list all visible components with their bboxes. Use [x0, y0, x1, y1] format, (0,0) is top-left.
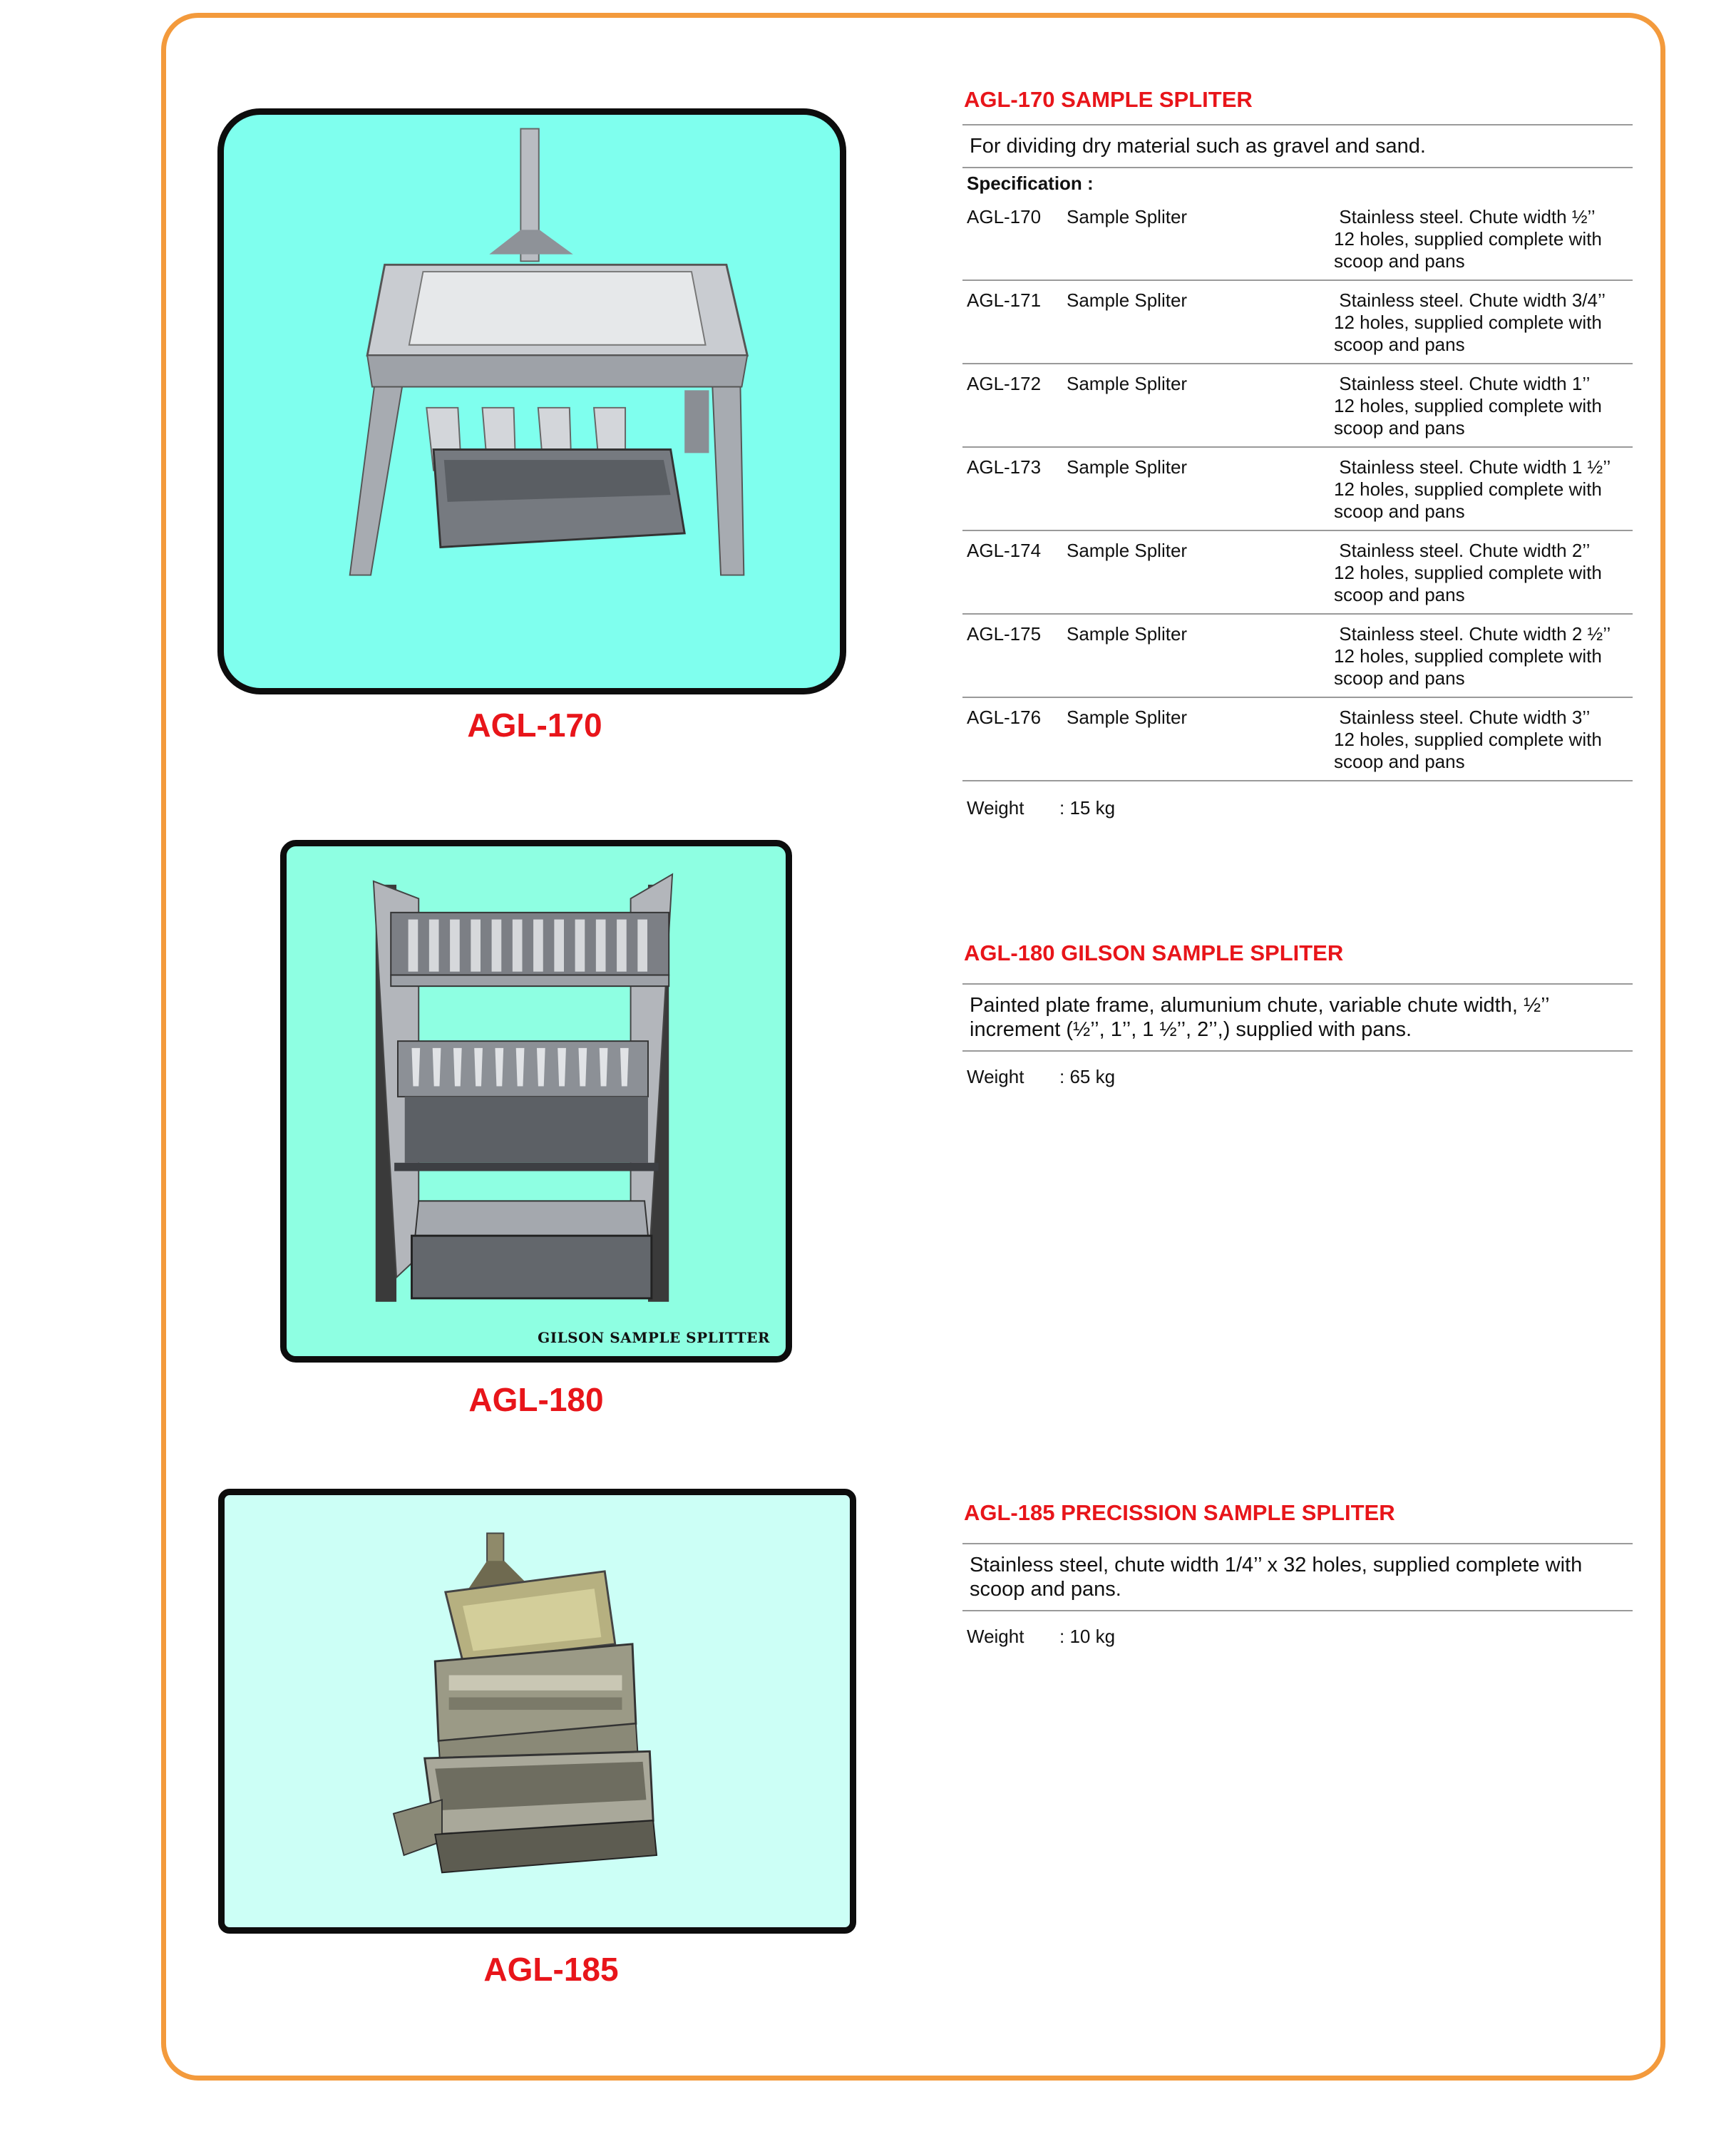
spec-detail	[1334, 456, 1628, 523]
spec-detail-line: 12 holes, supplied complete with	[1334, 228, 1602, 250]
spec-name: Sample Spliter	[1067, 289, 1188, 311]
spec-detail-line: 12 holes, supplied complete with	[1334, 478, 1602, 500]
description-agl-170: For dividing dry material such as gravel and sand.	[970, 135, 1426, 158]
spec-heading: Specification :	[967, 173, 1094, 194]
gilson-splitter-illustration	[287, 846, 786, 1356]
spec-detail-line: Stainless steel. Chute width 1 ½’’	[1334, 456, 1611, 478]
spec-name: Sample Spliter	[1067, 540, 1188, 561]
spec-code: AGL-174	[967, 540, 1042, 561]
spec-detail-line: scoop and pans	[1334, 751, 1465, 772]
spec-code: AGL-170	[967, 206, 1042, 227]
spec-detail-line: 12 holes, supplied complete with	[1334, 729, 1602, 750]
spec-detail-line: Stainless steel. Chute width 2 ½’’	[1334, 623, 1611, 645]
spec-name: Sample Spliter	[1067, 707, 1188, 728]
photo-agl-170	[217, 108, 846, 694]
photo-agl-185	[218, 1489, 856, 1934]
title-agl-180: AGL-180 GILSON SAMPLE SPLITER	[964, 940, 1344, 965]
spec-detail	[1334, 707, 1628, 773]
spec-detail	[1334, 373, 1628, 439]
spec-detail-line: Stainless steel. Chute width 3’’	[1334, 707, 1591, 728]
weight-agl-185	[962, 1611, 1633, 1648]
spec-detail-line: 12 holes, supplied complete with	[1334, 395, 1602, 416]
description-agl-185	[962, 1544, 1633, 1610]
spec-name: Sample Spliter	[1067, 206, 1188, 227]
spec-detail	[1334, 540, 1628, 606]
spec-name: Sample Spliter	[1067, 373, 1188, 394]
title-agl-185: AGL-185 PRECISSION SAMPLE SPLITER	[964, 1500, 1395, 1525]
title-agl-170: AGL-170 SAMPLE SPLITER	[964, 87, 1253, 112]
spec-detail-line: scoop and pans	[1334, 334, 1465, 355]
photo-agl-180	[280, 840, 792, 1363]
weight-value: : 10 kg	[1059, 1626, 1116, 1647]
spec-detail-line: scoop and pans	[1334, 667, 1465, 689]
spec-row	[962, 281, 1633, 364]
description-line: increment (½’’, 1’’, 1 ½’’, 2’’,) supplied with pans.	[970, 1018, 1412, 1041]
sample-splitter-illustration	[224, 115, 840, 688]
spec-row	[962, 531, 1633, 615]
spec-row	[962, 615, 1633, 698]
spec-detail-line: scoop and pans	[1334, 501, 1465, 522]
spec-detail	[1334, 623, 1628, 689]
weight-label: Weight	[967, 1066, 1024, 1087]
spec-code: AGL-172	[967, 373, 1042, 394]
description-line: scoop and pans.	[970, 1578, 1121, 1601]
spec-name: Sample Spliter	[1067, 456, 1188, 478]
weight-value: : 65 kg	[1059, 1066, 1116, 1087]
section-agl-180	[962, 938, 1633, 1088]
weight-agl-180	[962, 1052, 1633, 1088]
weight-label: Weight	[967, 797, 1024, 819]
spec-code: AGL-171	[967, 289, 1042, 311]
spec-name: Sample Spliter	[1067, 623, 1188, 645]
weight-value: : 15 kg	[1059, 797, 1116, 819]
caption-agl-180: AGL-180	[468, 1381, 604, 1418]
spec-code: AGL-176	[967, 707, 1042, 728]
spec-detail-line: Stainless steel. Chute width 3/4’’	[1334, 289, 1606, 311]
spec-detail-line: Stainless steel. Chute width ½’’	[1334, 206, 1596, 227]
precision-splitter-illustration	[225, 1495, 850, 1927]
description-line: Stainless steel, chute width 1/4’’ x 32 holes, supplied complete with	[970, 1554, 1583, 1576]
spec-detail	[1334, 206, 1628, 272]
section-agl-185	[962, 1497, 1633, 1648]
weight-agl-170	[962, 781, 1633, 819]
spec-row	[962, 698, 1633, 781]
spec-detail-line: 12 holes, supplied complete with	[1334, 645, 1602, 667]
section-agl-170	[962, 84, 1633, 819]
photo-label-gilson: GILSON SAMPLE SPLITTER	[538, 1329, 770, 1346]
description-agl-180	[962, 985, 1633, 1050]
spec-detail-line: scoop and pans	[1334, 250, 1465, 272]
spec-detail-line: 12 holes, supplied complete with	[1334, 312, 1602, 333]
caption-agl-185: AGL-185	[483, 1951, 619, 1988]
spec-code: AGL-173	[967, 456, 1042, 478]
spec-detail-line: scoop and pans	[1334, 584, 1465, 605]
caption-agl-170: AGL-170	[467, 707, 602, 744]
spec-table	[962, 198, 1633, 781]
spec-detail-line: Stainless steel. Chute width 1’’	[1334, 373, 1591, 394]
spec-detail-line: 12 holes, supplied complete with	[1334, 562, 1602, 583]
weight-label: Weight	[967, 1626, 1024, 1647]
spec-row	[962, 448, 1633, 531]
spec-detail-line: Stainless steel. Chute width 2’’	[1334, 540, 1591, 561]
spec-row	[962, 364, 1633, 448]
description-line: Painted plate frame, alumunium chute, variable chute width, ½’’	[970, 994, 1550, 1017]
spec-detail	[1334, 289, 1628, 356]
spec-detail-line: scoop and pans	[1334, 417, 1465, 438]
spec-code: AGL-175	[967, 623, 1042, 645]
spec-row	[962, 198, 1633, 281]
